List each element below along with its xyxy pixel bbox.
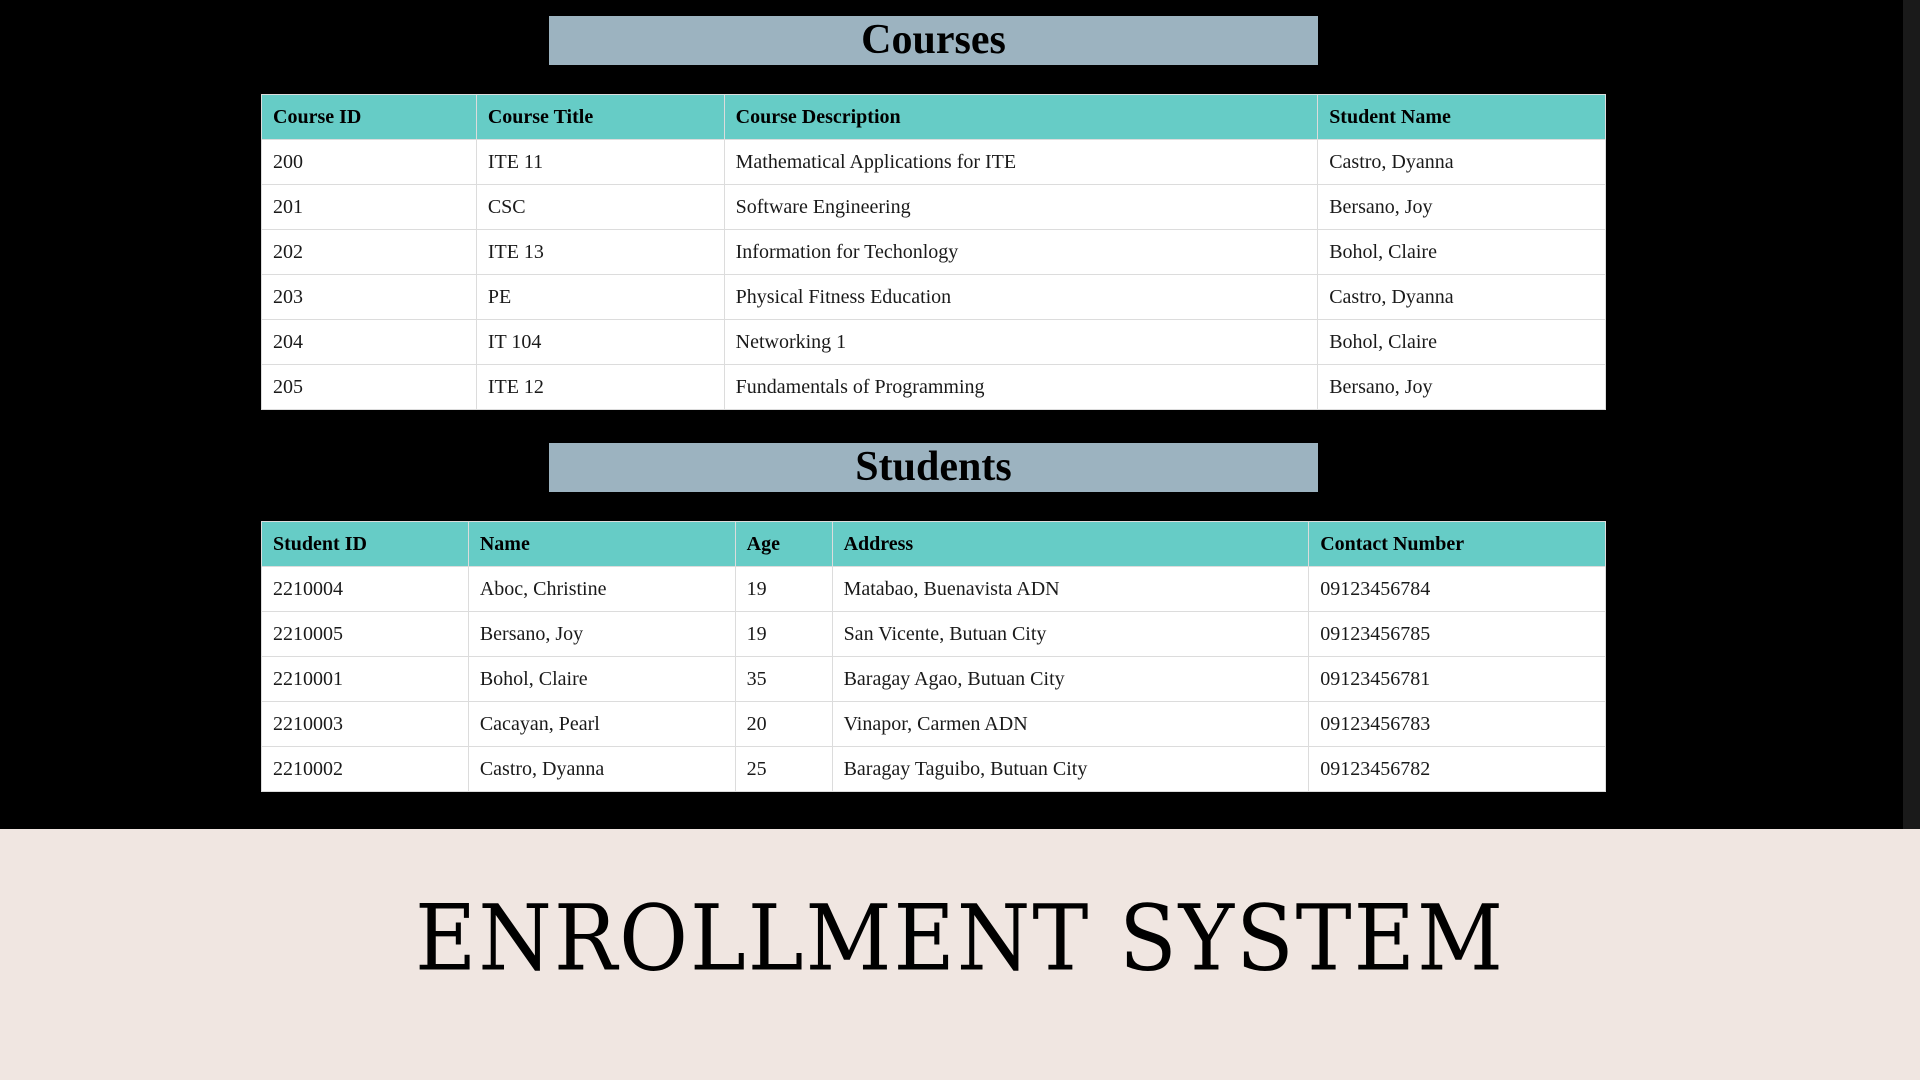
table-row	[262, 365, 1606, 410]
table-row	[262, 320, 1606, 365]
name-cell: Aboc, Christine	[468, 567, 735, 612]
address-cell: Vinapor, Carmen ADN	[832, 702, 1309, 747]
column-header-course-title: Course Title	[476, 95, 724, 140]
student-id-cell: 2210002	[262, 747, 469, 792]
table-row	[262, 747, 1606, 792]
students-heading: Students	[549, 443, 1318, 492]
address-cell: San Vicente, Butuan City	[832, 612, 1309, 657]
name-cell: Bersano, Joy	[468, 612, 735, 657]
column-header-contact-number: Contact Number	[1309, 522, 1606, 567]
address-cell: Matabao, Buenavista ADN	[832, 567, 1309, 612]
course-id-cell: 204	[262, 320, 477, 365]
course-description-cell: Information for Techonlogy	[724, 230, 1318, 275]
student-name-cell: Bersano, Joy	[1318, 185, 1606, 230]
student-name-cell: Castro, Dyanna	[1318, 140, 1606, 185]
name-cell: Cacayan, Pearl	[468, 702, 735, 747]
student-id-cell: 2210003	[262, 702, 469, 747]
age-cell: 19	[735, 612, 832, 657]
age-cell: 25	[735, 747, 832, 792]
course-title-cell: PE	[476, 275, 724, 320]
table-row	[262, 612, 1606, 657]
student-name-cell: Castro, Dyanna	[1318, 275, 1606, 320]
name-cell: Castro, Dyanna	[468, 747, 735, 792]
banner-title: ENROLLMENT SYSTEM	[415, 885, 1505, 991]
contact-number-cell: 09123456781	[1309, 657, 1606, 702]
students-table	[261, 521, 1606, 792]
course-title-cell: ITE 12	[476, 365, 724, 410]
course-title-cell: IT 104	[476, 320, 724, 365]
course-id-cell: 200	[262, 140, 477, 185]
column-header-age: Age	[735, 522, 832, 567]
courses-header-row	[262, 95, 1606, 140]
column-header-student-name: Student Name	[1318, 95, 1606, 140]
age-cell: 19	[735, 567, 832, 612]
student-name-cell: Bohol, Claire	[1318, 230, 1606, 275]
student-id-cell: 2210004	[262, 567, 469, 612]
student-name-cell: Bersano, Joy	[1318, 365, 1606, 410]
name-cell: Bohol, Claire	[468, 657, 735, 702]
student-name-cell: Bohol, Claire	[1318, 320, 1606, 365]
course-description-cell: Software Engineering	[724, 185, 1318, 230]
column-header-course-id: Course ID	[262, 95, 477, 140]
column-header-address: Address	[832, 522, 1309, 567]
course-title-cell: ITE 13	[476, 230, 724, 275]
age-cell: 35	[735, 657, 832, 702]
table-row	[262, 567, 1606, 612]
student-id-cell: 2210001	[262, 657, 469, 702]
column-header-student-id: Student ID	[262, 522, 469, 567]
table-row	[262, 275, 1606, 320]
course-description-cell: Mathematical Applications for ITE	[724, 140, 1318, 185]
contact-number-cell: 09123456783	[1309, 702, 1606, 747]
table-row	[262, 702, 1606, 747]
course-id-cell: 203	[262, 275, 477, 320]
contact-number-cell: 09123456785	[1309, 612, 1606, 657]
column-header-name: Name	[468, 522, 735, 567]
course-id-cell: 202	[262, 230, 477, 275]
course-title-cell: CSC	[476, 185, 724, 230]
courses-table	[261, 94, 1606, 410]
address-cell: Baragay Agao, Butuan City	[832, 657, 1309, 702]
table-row	[262, 185, 1606, 230]
course-description-cell: Physical Fitness Education	[724, 275, 1318, 320]
table-row	[262, 657, 1606, 702]
courses-heading: Courses	[549, 16, 1318, 65]
students-header-row	[262, 522, 1606, 567]
table-row	[262, 230, 1606, 275]
course-id-cell: 201	[262, 185, 477, 230]
course-description-cell: Networking 1	[724, 320, 1318, 365]
address-cell: Baragay Taguibo, Butuan City	[832, 747, 1309, 792]
course-title-cell: ITE 11	[476, 140, 724, 185]
age-cell: 20	[735, 702, 832, 747]
contact-number-cell: 09123456784	[1309, 567, 1606, 612]
title-banner	[0, 829, 1920, 1080]
table-row	[262, 140, 1606, 185]
student-id-cell: 2210005	[262, 612, 469, 657]
scrollbar[interactable]	[1903, 0, 1920, 829]
column-header-course-description: Course Description	[724, 95, 1318, 140]
contact-number-cell: 09123456782	[1309, 747, 1606, 792]
course-id-cell: 205	[262, 365, 477, 410]
course-description-cell: Fundamentals of Programming	[724, 365, 1318, 410]
